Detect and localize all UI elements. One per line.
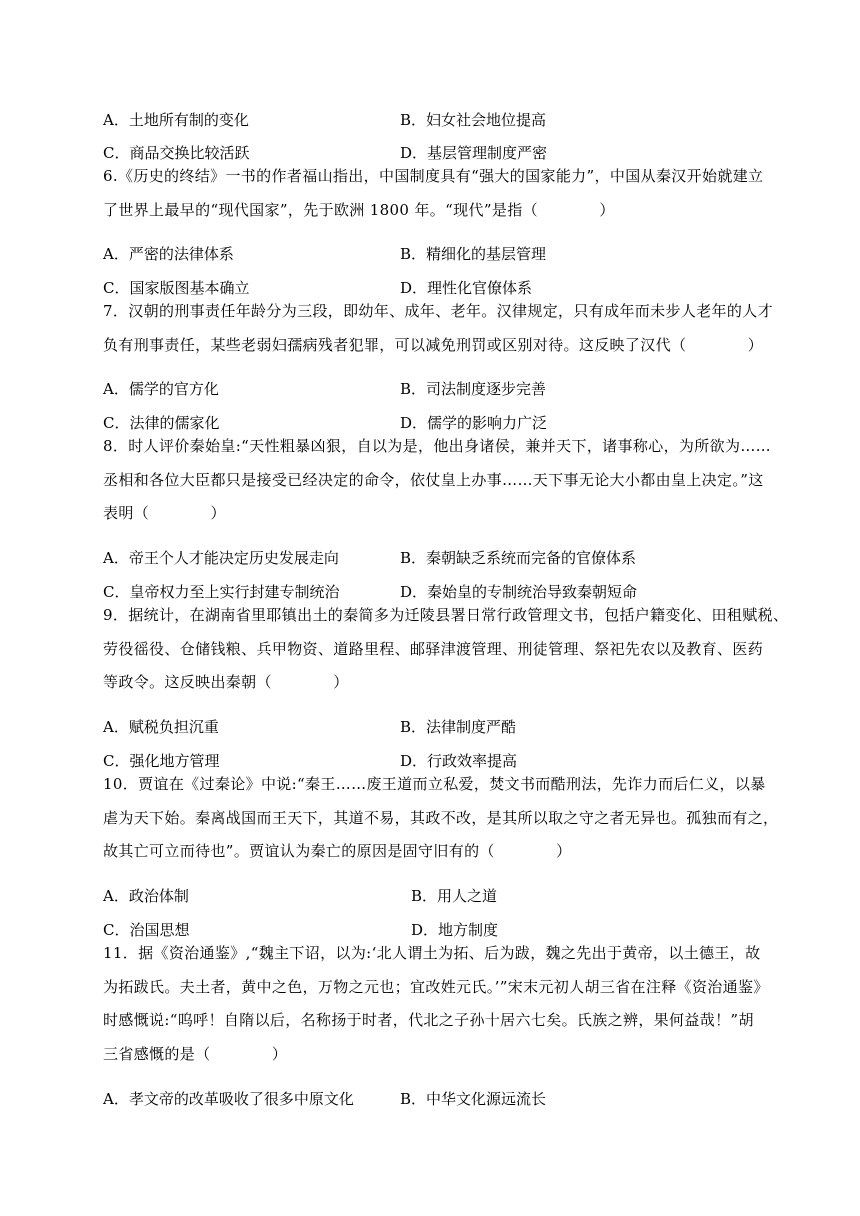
q11-option-a: A．孝文帝的改革吸收了很多中原文化 xyxy=(103,1090,354,1108)
q6-options-row-1 xyxy=(103,243,823,265)
question-10-line-3: 故其亡可立而待也”。贾谊认为秦亡的原因是固守旧有的（ ） xyxy=(103,842,572,860)
q9-option-a: A．赋税负担沉重 xyxy=(103,718,219,736)
q10-options-row-1 xyxy=(103,885,823,907)
q8-option-d: D．秦始皇的专制统治导致秦朝短命 xyxy=(400,583,638,601)
q5-option-c: C．商品交换比较活跃 xyxy=(103,144,250,162)
q5-option-d: D．基层管理制度严密 xyxy=(400,144,548,162)
q11-options-row-1 xyxy=(103,1088,823,1110)
q9-option-b: B．法律制度严酷 xyxy=(400,718,517,736)
q10-option-d: D．地方制度 xyxy=(411,921,499,939)
q9-options-row-1 xyxy=(103,716,823,738)
question-11-stem xyxy=(103,937,769,1071)
q5-option-a: A．土地所有制的变化 xyxy=(103,111,249,129)
q7-option-a: A．儒学的官方化 xyxy=(103,380,219,398)
question-6-line-2: 了世界上最早的“现代国家”，先于欧洲 1800 年。“现代”是指（ ） xyxy=(103,200,615,219)
q8-option-b: B．秦朝缺乏系统而完备的官僚体系 xyxy=(400,549,637,567)
question-10-line-2: 虐为天下始。秦离战国而王天下，其道不易，其政不改，是其所以取之守之者无异也。孤独而有之， xyxy=(103,808,779,827)
q9-option-c: C．强化地方管理 xyxy=(103,752,220,770)
q7-option-c: C．法律的儒家化 xyxy=(103,414,220,432)
q5-option-b: B．妇女社会地位提高 xyxy=(400,111,547,129)
question-8-line-3: 表明（ ） xyxy=(103,504,226,522)
q6-option-b: B．精细化的基层管理 xyxy=(400,245,547,263)
q8-option-a: A．帝王个人才能决定历史发展走向 xyxy=(103,549,339,567)
q7-options-row-1 xyxy=(103,378,823,400)
q10-option-c: C．治国思想 xyxy=(103,921,190,939)
question-11-line-4: 三省感慨的是（ ） xyxy=(103,1044,288,1063)
q9-option-d: D．行政效率提高 xyxy=(400,752,518,770)
q10-option-a: A．政治体制 xyxy=(103,887,189,905)
question-9-line-2: 劳役徭役、仓储钱粮、兵甲物资、道路里程、邮驿津渡管理、刑徒管理、祭祀先农以及教育、医药 xyxy=(103,639,764,658)
question-6-stem xyxy=(103,160,763,227)
question-11-line-2: 为拓跋氏。夫土者，黄中之色，万物之元也；宜改姓元氏。’”宋末元初人胡三省在注释《资治通鉴》 xyxy=(103,977,769,996)
q7-option-b: B．司法制度逐步完善 xyxy=(400,380,547,398)
q11-option-b: B．中华文化源远流长 xyxy=(400,1090,547,1108)
question-8-stem xyxy=(103,430,772,531)
question-9-stem xyxy=(103,599,789,700)
q10-option-b: B．用人之道 xyxy=(411,887,498,905)
question-7-line-1: 7．汉朝的刑事责任年龄分为三段，即幼年、成年、老年。汉律规定，只有成年而未步人老年的人才 xyxy=(103,302,773,320)
question-9-line-3: 等政令。这反映出秦朝（ ） xyxy=(103,673,349,691)
q6-option-a: A．严密的法律体系 xyxy=(103,245,234,263)
question-8-line-2: 丞相和各位大臣都只是接受已经决定的命令，依仗皇上办事……天下事无论大小都由皇上决定。”这 xyxy=(103,470,764,489)
q8-option-c: C．皇帝权力至上实行封建专制统治 xyxy=(103,583,340,601)
question-10-line-1: 10．贾谊在《过秦论》中说:“秦王……废王道而立私爱，焚文书而酷刑法，先诈力而后仁义，以暴 xyxy=(103,775,766,793)
question-7-stem xyxy=(103,295,773,362)
question-7-line-2: 负有刑事责任，某些老弱妇孺病残者犯罪，可以减免刑罚或区别对待。这反映了汉代（ ） xyxy=(103,335,764,354)
q6-option-c: C．国家版图基本确立 xyxy=(103,279,250,297)
question-8-line-1: 8．时人评价秦始皇:“天性粗暴凶狠，自以为是，他出身诸侯，兼并天下，诸事称心，为所欲为…… xyxy=(103,437,772,455)
q5-options-row-1 xyxy=(103,109,823,131)
q6-option-d: D．理性化官僚体系 xyxy=(400,279,533,297)
question-11-line-3: 时感慨说:“呜呼！自隋以后，名称扬于时者，代北之子孙十居六七矣。氏族之辨，果何益哉！”胡 xyxy=(103,1011,754,1029)
question-10-stem xyxy=(103,768,779,869)
question-11-line-1: 11．据《资治通鉴》,“魏主下诏，以为:‘北人谓土为拓、后为跋，魏之先出于黄帝，以土德王，故 xyxy=(103,944,761,962)
question-9-line-1: 9．据统计，在湖南省里耶镇出土的秦简多为迁陵县署日常行政管理文书，包括户籍变化、田租赋税、 xyxy=(103,606,789,624)
q8-options-row-1 xyxy=(103,547,823,569)
question-6-line-1: 6.《历史的终结》一书的作者福山指出，中国制度具有“强大的国家能力”，中国从秦汉开始就建立 xyxy=(103,167,764,185)
q7-option-d: D．儒学的影响力广泛 xyxy=(400,414,548,432)
